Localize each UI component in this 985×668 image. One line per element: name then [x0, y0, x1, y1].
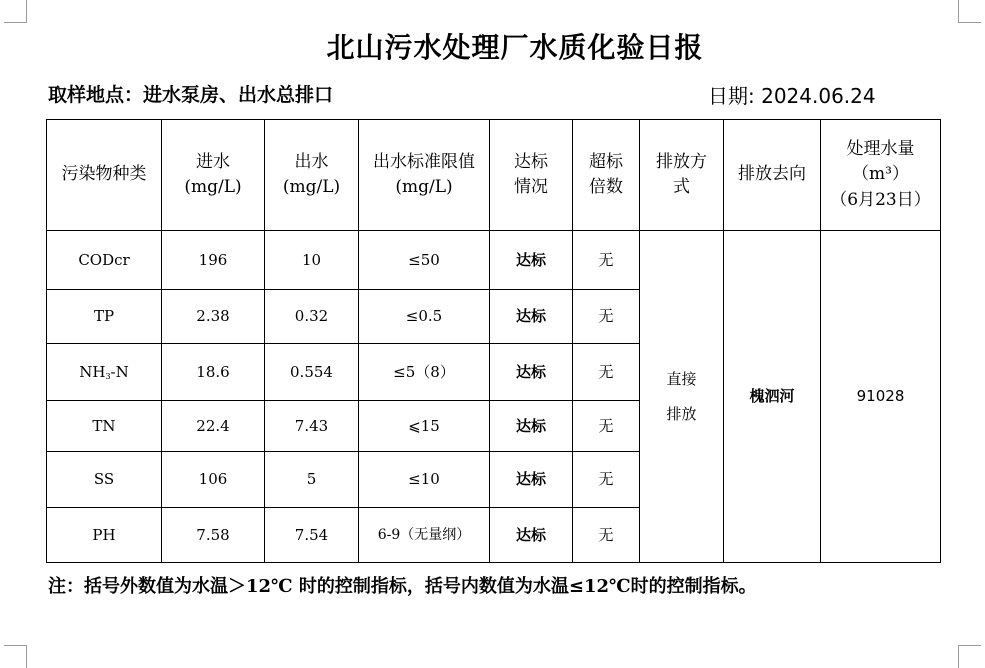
header-destination: 排放去向 — [724, 120, 821, 231]
inflow-value: 18.6 — [162, 344, 265, 401]
header-volume: 处理水量 （m³） （6月23日） — [821, 120, 941, 231]
table-header-row — [47, 120, 941, 231]
discharge-method: 直接 排放 — [640, 231, 724, 563]
header-exceed: 超标 倍数 — [573, 120, 640, 231]
pollutant-name: TN — [47, 401, 162, 452]
page-corner-mark — [4, 645, 27, 668]
inflow-value: 2.38 — [162, 290, 265, 344]
limit-value: ≤50 — [359, 231, 490, 290]
inflow-value: 22.4 — [162, 401, 265, 452]
pollutant-name: CODcr — [47, 231, 162, 290]
outflow-value: 10 — [265, 231, 359, 290]
limit-value: ⩽15 — [359, 401, 490, 452]
report-date: 日期: 2024.06.24 — [708, 84, 876, 108]
inflow-value: 196 — [162, 231, 265, 290]
pollutant-name: PH — [47, 508, 162, 563]
water-quality-table — [46, 119, 941, 563]
header-status: 达标 情况 — [490, 120, 573, 231]
header-method: 排放方 式 — [640, 120, 724, 231]
status-value: 达标 — [490, 452, 573, 508]
treated-volume: 91028 — [821, 231, 941, 563]
status-value: 达标 — [490, 401, 573, 452]
exceed-value: 无 — [573, 344, 640, 401]
inflow-value: 7.58 — [162, 508, 265, 563]
discharge-destination: 槐泗河 — [724, 231, 821, 563]
exceed-value: 无 — [573, 452, 640, 508]
limit-value: ≤0.5 — [359, 290, 490, 344]
inflow-value: 106 — [162, 452, 265, 508]
page-corner-mark — [958, 645, 981, 668]
exceed-value: 无 — [573, 401, 640, 452]
outflow-value: 5 — [265, 452, 359, 508]
exceed-value: 无 — [573, 231, 640, 290]
header-outflow: 出水 (mg/L) — [265, 120, 359, 231]
pollutant-name: $NH_3-N$ — [47, 344, 162, 401]
limit-value: ≤5（8） — [359, 344, 490, 401]
header-limit: 出水标准限值 (mg/L) — [359, 120, 490, 231]
header-inflow: 进水 (mg/L) — [162, 120, 265, 231]
footnote: 注：括号外数值为水温＞12℃ 时的控制指标，括号内数值为水温≤12℃时的控制指标。 — [48, 576, 757, 597]
outflow-value: 0.554 — [265, 344, 359, 401]
sampling-location: 取样地点：进水泵房、出水总排口 — [48, 84, 334, 106]
status-value: 达标 — [490, 508, 573, 563]
pollutant-name: TP — [47, 290, 162, 344]
page-corner-mark — [4, 0, 27, 23]
table-row — [47, 231, 941, 290]
status-value: 达标 — [490, 231, 573, 290]
limit-value: 6-9（无量纲） — [359, 508, 490, 563]
status-value: 达标 — [490, 344, 573, 401]
page-corner-mark — [958, 0, 981, 23]
exceed-value: 无 — [573, 508, 640, 563]
limit-value: ≤10 — [359, 452, 490, 508]
report-title: 北山污水处理厂水质化验日报 — [326, 31, 704, 64]
exceed-value: 无 — [573, 290, 640, 344]
status-value: 达标 — [490, 290, 573, 344]
outflow-value: 7.43 — [265, 401, 359, 452]
header-pollutant: 污染物种类 — [47, 120, 162, 231]
pollutant-name: SS — [47, 452, 162, 508]
outflow-value: 7.54 — [265, 508, 359, 563]
outflow-value: 0.32 — [265, 290, 359, 344]
